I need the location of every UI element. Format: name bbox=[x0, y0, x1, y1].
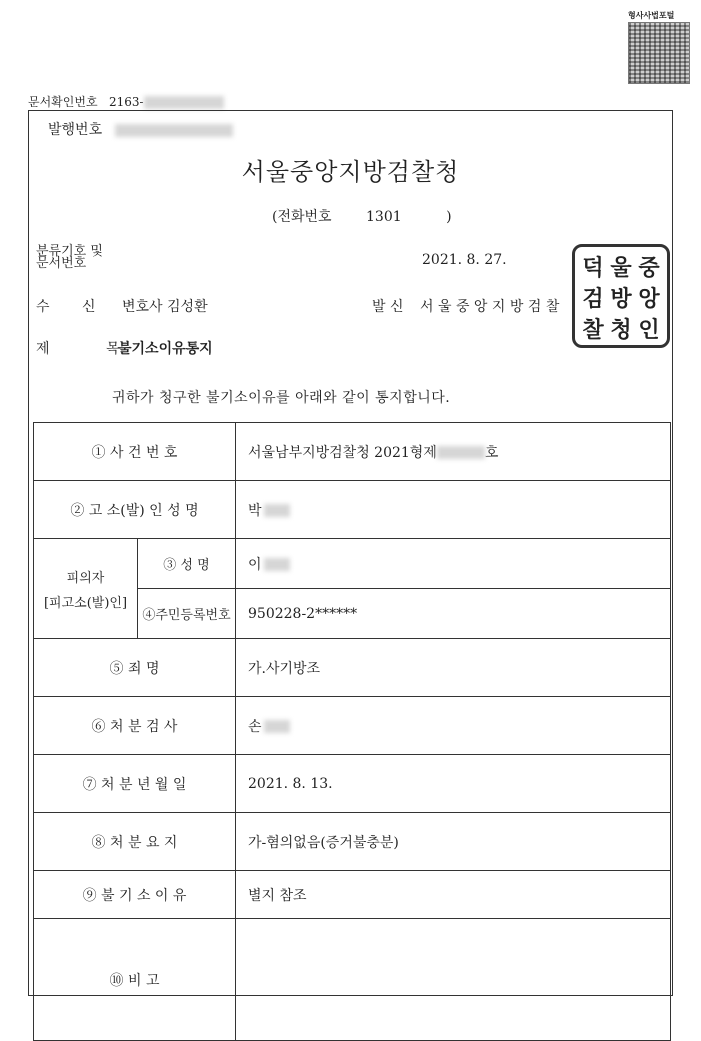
remarks-label: ⑩ 비 고 bbox=[34, 919, 236, 1041]
table-row bbox=[34, 539, 671, 589]
seal-char: 청 bbox=[610, 318, 632, 343]
complainant-name: 박 bbox=[248, 502, 262, 519]
classification-label bbox=[36, 246, 103, 270]
sender-label: 발 신 bbox=[372, 299, 404, 315]
suspect-name-label: ③ 성 명 bbox=[138, 539, 236, 589]
prosecutor-value bbox=[236, 697, 671, 755]
seal-char: 찰 bbox=[582, 318, 604, 343]
phone-line bbox=[272, 206, 452, 226]
phone-open: (전화번호 bbox=[272, 209, 332, 225]
prosecutor-name: 손 bbox=[248, 718, 262, 735]
case-number-value bbox=[236, 423, 671, 481]
complainant-label: ② 고 소(발) 인 성 명 bbox=[34, 481, 236, 539]
seal-char: 검 bbox=[582, 287, 604, 312]
prosecutor-label: ⑥ 처 분 검 사 bbox=[34, 697, 236, 755]
suspect-group-line2: [피고소(발)인] bbox=[43, 595, 128, 611]
issue-number bbox=[48, 119, 233, 139]
subject-label: 제 목 bbox=[36, 341, 146, 357]
portal-label: 형사사법포털 bbox=[628, 11, 675, 20]
classification-line1: 분류기호 및 bbox=[36, 244, 103, 259]
suspect-group-label bbox=[34, 539, 138, 639]
doc-check-number bbox=[28, 93, 224, 110]
suspect-id-label: ④주민등록번호 bbox=[138, 589, 236, 639]
doc-check-label: 문서확인번호 bbox=[28, 95, 98, 109]
doc-check-value: 2163- bbox=[109, 95, 144, 109]
seal-char: 중 bbox=[638, 256, 660, 281]
recipient-value: 변호사 김성환 bbox=[122, 299, 208, 315]
suspect-name-value bbox=[236, 539, 671, 589]
table-row bbox=[34, 697, 671, 755]
remarks-value bbox=[236, 919, 671, 1041]
disposition-summary-label: ⑧ 처 분 요 지 bbox=[34, 813, 236, 871]
table-row bbox=[34, 423, 671, 481]
complainant-value bbox=[236, 481, 671, 539]
sender-value: 서 울 중 앙 지 방 검 찰 bbox=[420, 299, 560, 315]
case-number-prefix: 서울남부지방검찰청 2021형제 bbox=[248, 444, 437, 461]
seal-char: 덕 bbox=[582, 256, 604, 281]
charge-value: 가.사기방조 bbox=[236, 639, 671, 697]
agency-title: 서울중앙지방검찰청 bbox=[241, 158, 460, 186]
seal-char: 울 bbox=[610, 256, 632, 281]
table-row bbox=[34, 871, 671, 919]
phone-close: ) bbox=[446, 209, 452, 225]
recipient-label: 수 신 bbox=[36, 299, 110, 315]
notice-table bbox=[33, 422, 671, 1041]
disposition-date-label: ⑦ 처 분 년 월 일 bbox=[34, 755, 236, 813]
disposition-date-value: 2021. 8. 13. bbox=[236, 755, 671, 813]
reason-value: 별지 참조 bbox=[236, 871, 671, 919]
table-row bbox=[34, 639, 671, 697]
table-row bbox=[34, 481, 671, 539]
issue-label: 발행번호 bbox=[48, 122, 103, 138]
document-date: 2021. 8. 27. bbox=[422, 252, 507, 268]
suspect-name: 이 bbox=[248, 556, 262, 573]
qr-code bbox=[628, 22, 690, 84]
subject-value: 불기소이유통지 bbox=[118, 341, 213, 357]
intro-text: 귀하가 청구한 불기소이유를 아래와 같이 통지합니다. bbox=[112, 390, 451, 406]
official-seal bbox=[572, 244, 670, 348]
suspect-id-value: 950228-2****** bbox=[236, 589, 671, 639]
case-number-suffix: 호 bbox=[484, 444, 499, 461]
table-row bbox=[34, 813, 671, 871]
table-row bbox=[34, 919, 671, 1041]
case-number-label: ① 사 건 번 호 bbox=[34, 423, 236, 481]
suspect-group-line1: 피의자 bbox=[66, 570, 105, 586]
charge-label: ⑤ 죄 명 bbox=[34, 639, 236, 697]
reason-label: ⑨ 불 기 소 이 유 bbox=[34, 871, 236, 919]
phone-number: 1301 bbox=[366, 209, 402, 225]
seal-char: 인 bbox=[638, 318, 660, 343]
seal-char: 방 bbox=[610, 287, 632, 312]
disposition-summary-value: 가-혐의없음(증거불충분) bbox=[236, 813, 671, 871]
table-row bbox=[34, 755, 671, 813]
seal-char: 앙 bbox=[638, 287, 660, 312]
classification-line2: 문서번호 bbox=[36, 256, 87, 271]
